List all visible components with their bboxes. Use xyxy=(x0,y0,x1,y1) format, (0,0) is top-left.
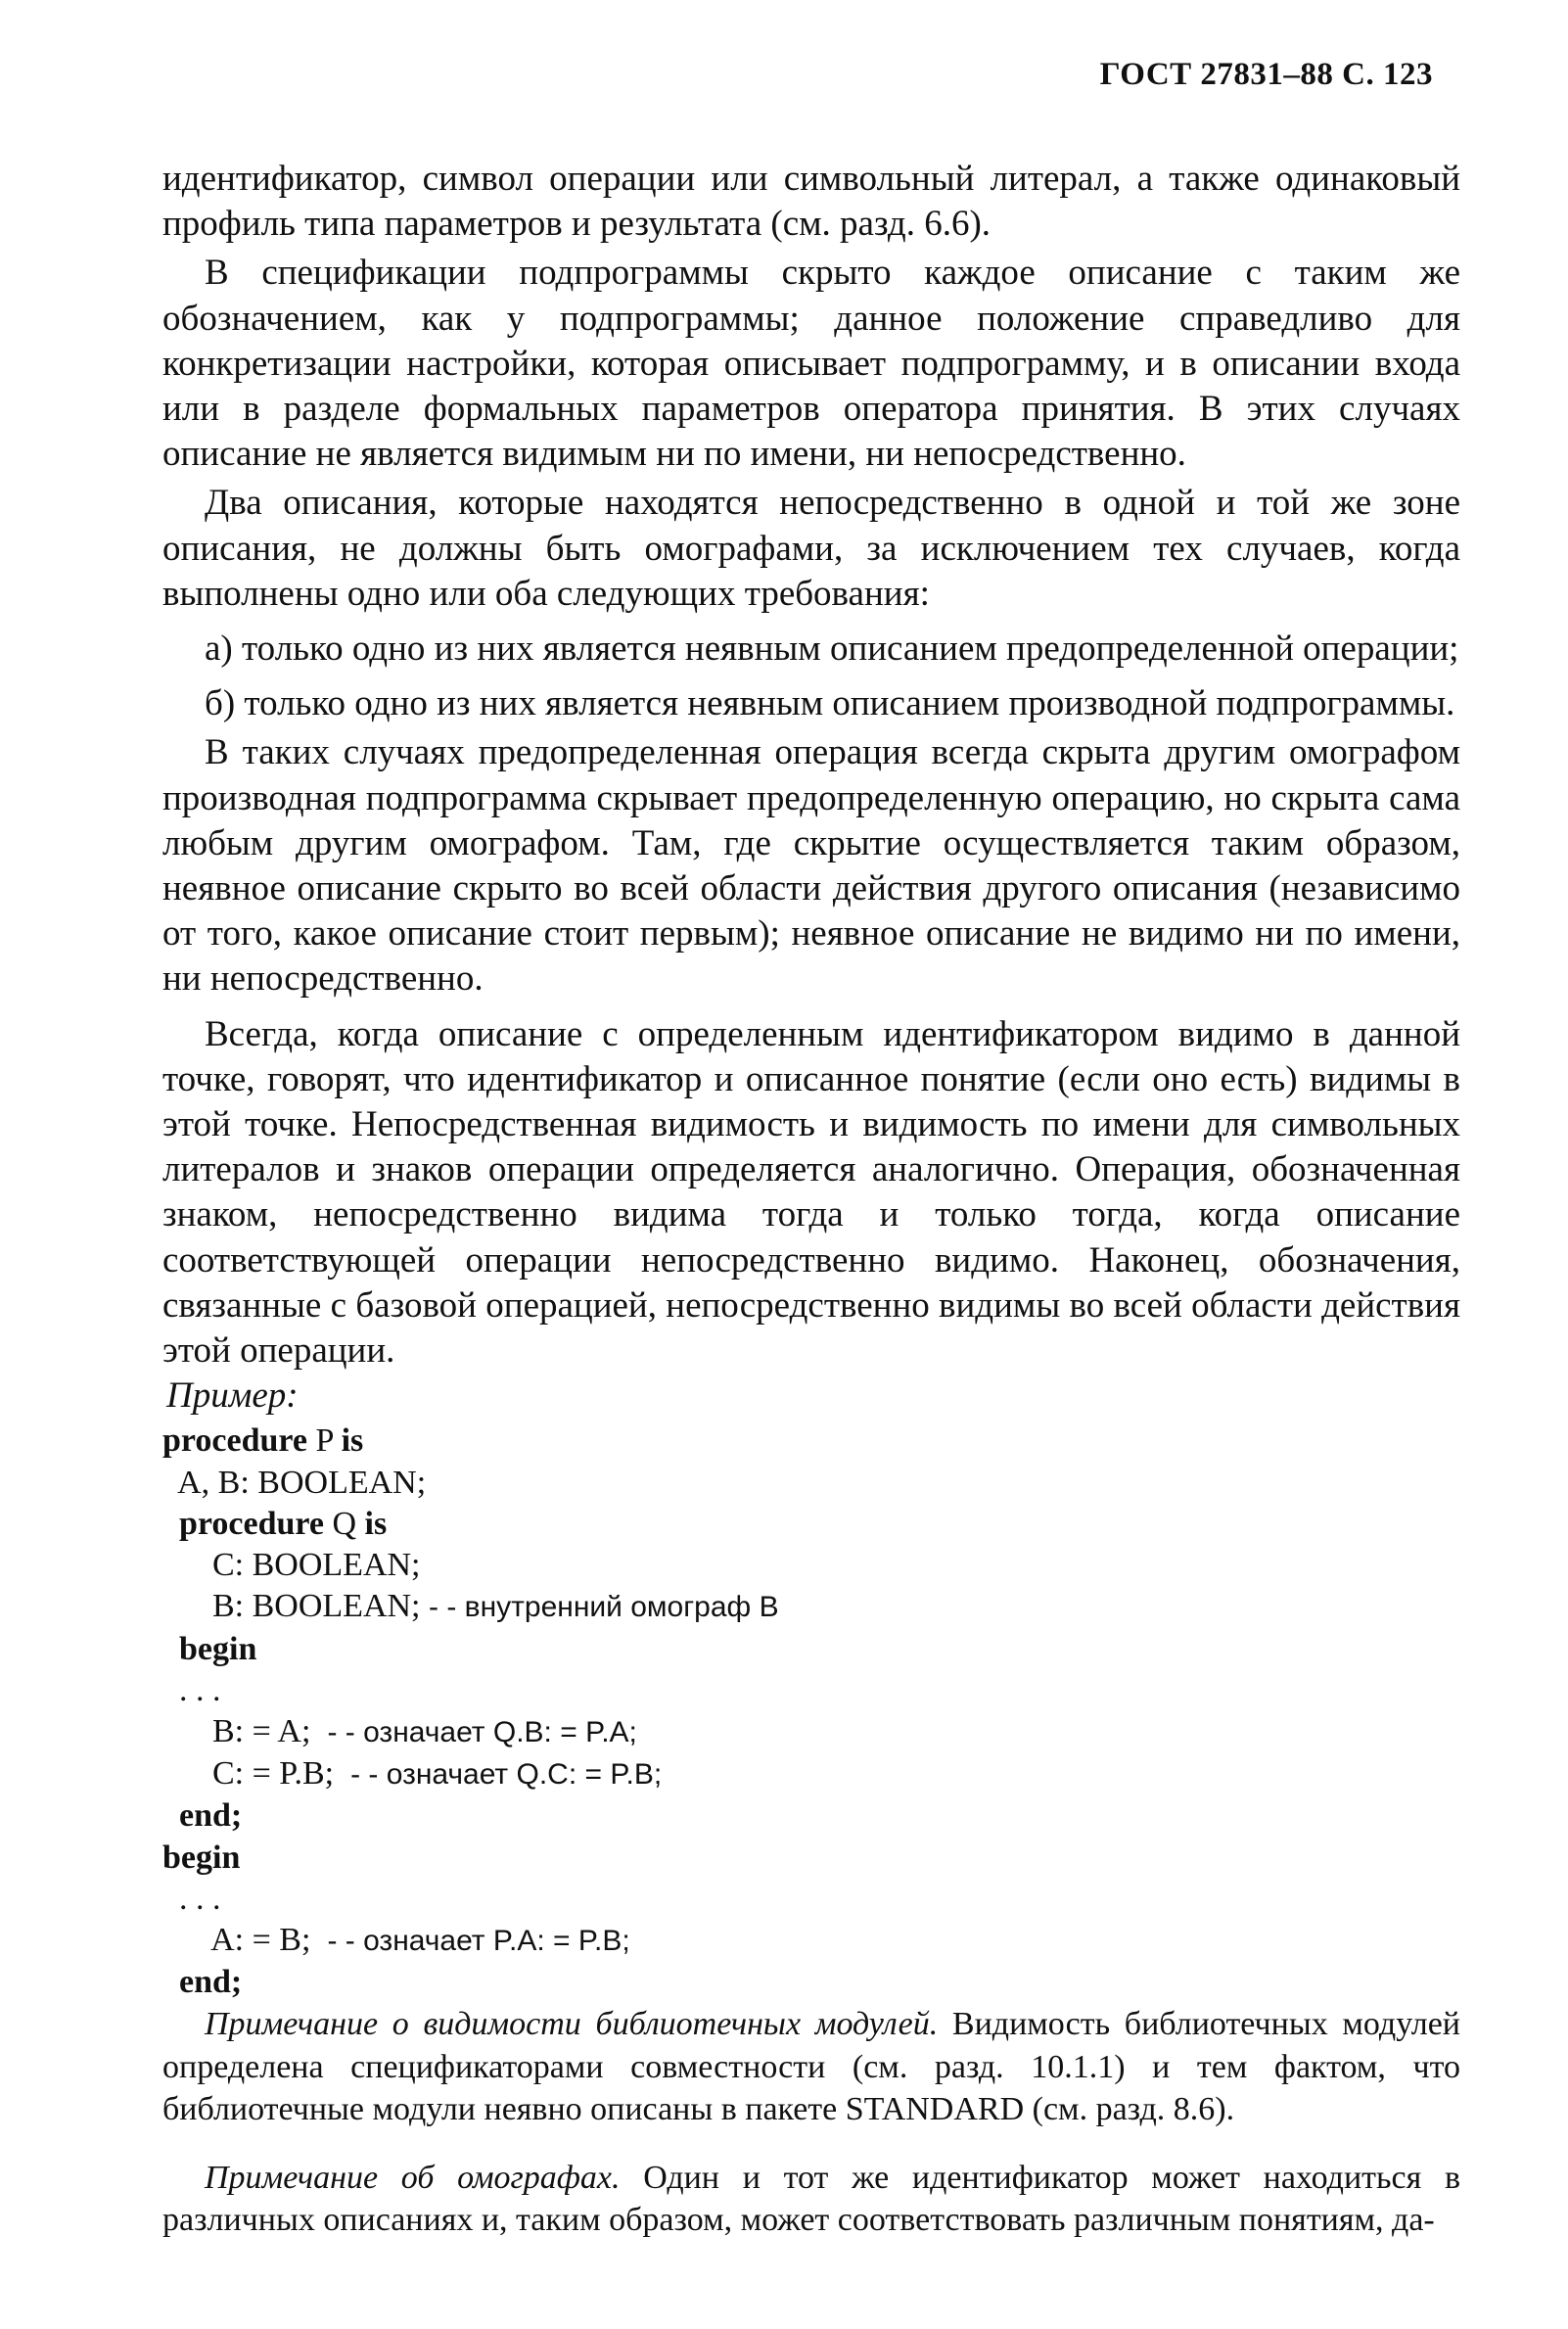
list-item-a: а) только одно из них является неявным описанием предопределенной операции; xyxy=(205,629,1459,670)
code-line: B: = A; - - означает Q.B: = P.A; xyxy=(212,1712,637,1749)
note-body: Один и тот же идентификатор может находиться в различных описаниях и, таким образом, может соответствовать различным понятиям, да- xyxy=(162,2159,1460,2239)
code-line: C: BOOLEAN; xyxy=(212,1547,421,1584)
code-line: begin xyxy=(162,1839,241,1876)
note-title: Примечание об омографах. xyxy=(205,2159,621,2196)
paragraph-continuation: идентификатор, символ операции или символьный литерал, а также одинаковый профиль типа параметров и результата (см. разд. 6.6). xyxy=(162,159,1460,245)
paragraph-hiding: В таких случаях предопределенная операция всегда скрыта другим омографом производная подпрограмма скрывает предопределенную операцию, но скрыта сама любым другим омографом. Там, где скрытие осуществляется таким образом, неявное описание скрыто во всей области действия другого описания (независимо от того, какое описание стоит первым); неявное описание не видимо ни по имени, ни непосредственно. xyxy=(162,732,1460,1000)
paragraph-homographs-rule: Два описания, которые находятся непосредственно в одной и той же зоне описания, не должны быть омографами, за исключением тех случаев, когда выполнены одно или оба следующих требования: xyxy=(162,483,1460,614)
code-line: procedure Q is xyxy=(179,1505,388,1542)
example-label: Пример: xyxy=(166,1375,299,1417)
code-line: C: = P.B; - - означает Q.C: = P.B; xyxy=(212,1755,663,1793)
note-body: Видимость библиотечных модулей определена спецификаторами совместности (см. разд. 10.1.1) и тем фактом, что библиотечные модули неявно описаны в пакете STANDARD (см. разд. 8.6). xyxy=(162,2006,1460,2128)
code-line: B: BOOLEAN; - - внутренний омограф В xyxy=(212,1588,779,1625)
code-line: end; xyxy=(179,1964,243,2001)
code-line: . . . xyxy=(179,1880,221,1917)
list-item-b: б) только одно из них является неявным описанием производной подпрограммы. xyxy=(205,683,1455,724)
code-line: procedure P is xyxy=(162,1422,364,1460)
note-library-units xyxy=(162,2003,1460,2131)
code-line: A: = B; - - означает P.A: = P.B; xyxy=(210,1921,630,1958)
body-text xyxy=(162,157,1460,2242)
note-title: Примечание о видимости библиотечных модулей. xyxy=(205,2006,939,2043)
code-line: A, B: BOOLEAN; xyxy=(177,1464,427,1501)
running-head: ГОСТ 27831–88 С. 123 xyxy=(1099,57,1433,92)
code-line: end; xyxy=(179,1797,243,1835)
code-line: . . . xyxy=(179,1671,221,1708)
code-example xyxy=(162,1421,1460,2003)
note-homographs xyxy=(162,2157,1460,2242)
paragraph-subprogram-spec: В спецификации подпрограммы скрыто каждое описание с таким же обозначением, как у подпрограммы; данное положение справедливо для конкретизации настройки, которая описывает подпрограмму, и в описании входа или в разделе формальных параметров оператора принятия. В этих случаях описание не является видимым ни по имени, ни непосредственно. xyxy=(162,253,1460,475)
paragraph-visibility: Всегда, когда описание с определенным идентификатором видимо в данной точке, говорят, что идентификатор и описанное понятие (если оно есть) видимы в этой точке. Непосредственная видимость и видимость по имени для символьных литералов и знаков операции определяется аналогично. Операция, обозначенная знаком, непосредственно видима тогда и только тогда, когда описание соответствующей операции непосредственно видимо. Наконец, обозначения, связанные с базовой операцией, непосредственно видимы во всей области действия этой операции. xyxy=(162,1013,1460,1372)
code-line: begin xyxy=(179,1630,257,1667)
